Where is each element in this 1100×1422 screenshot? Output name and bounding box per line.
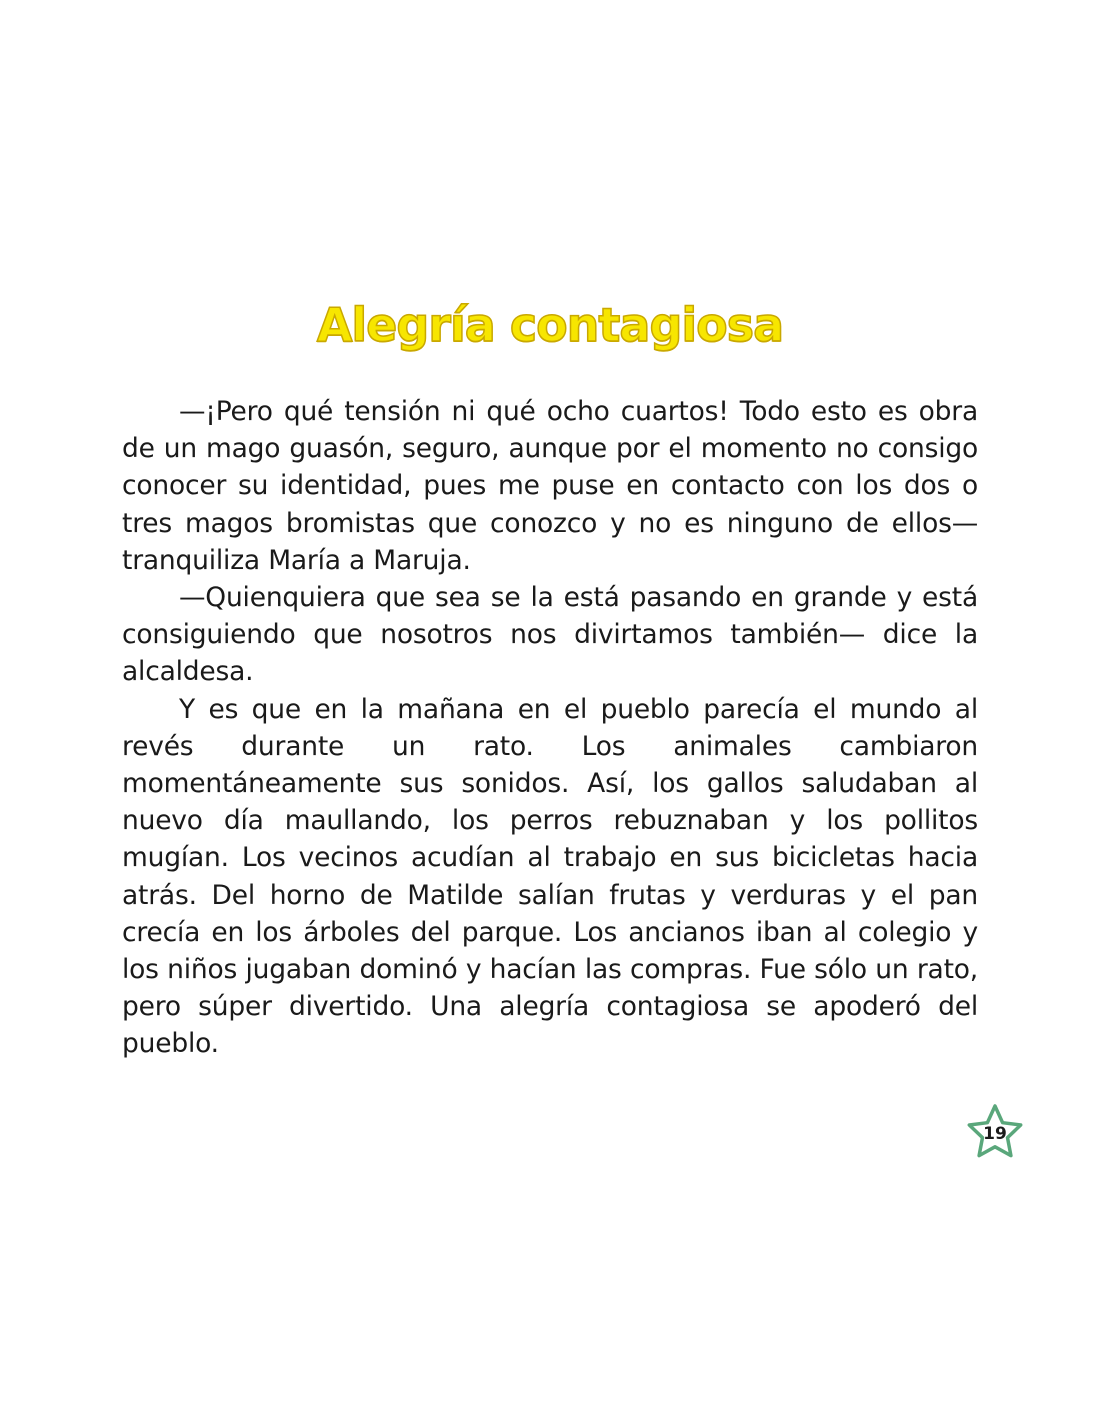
- story-paragraph: —Quienquiera que sea se la está pasando en grande y está consiguiendo que nosotros nos divirtamos también— dice la alcaldesa.: [122, 582, 978, 688]
- story-paragraph: —¡Pero qué tensión ni qué ocho cuartos! Todo esto es obra de un mago guasón, seguro, aunque por el momento no consigo conocer su identidad, pues me puse en contacto con los dos o tres magos bromistas que conozco y no es ninguno de ellos— tranquiliza María a Maruja.: [122, 396, 978, 576]
- story-paragraph: Y es que en la mañana en el pueblo parecía el mundo al revés durante un rato. Los animales cambiaron momentáneamente sus sonidos. Así, los gallos saludaban al nuevo día maullando, los perros rebuznaban y los pollitos mugían. Los vecinos acudían al trabajo en sus bicicletas hacia atrás. Del horno de Matilde salían frutas y verduras y el pan crecía en los árboles del parque. Los ancianos iban al colegio y los niños jugaban dominó y hacían las compras. Fue sólo un rato, pero súper divertido. Una alegría contagiosa se apoderó del pueblo.: [122, 693, 978, 1060]
- page-number: 19: [983, 1124, 1007, 1144]
- story-body: [122, 393, 978, 1063]
- page-title: Alegría contagiosa: [316, 298, 784, 352]
